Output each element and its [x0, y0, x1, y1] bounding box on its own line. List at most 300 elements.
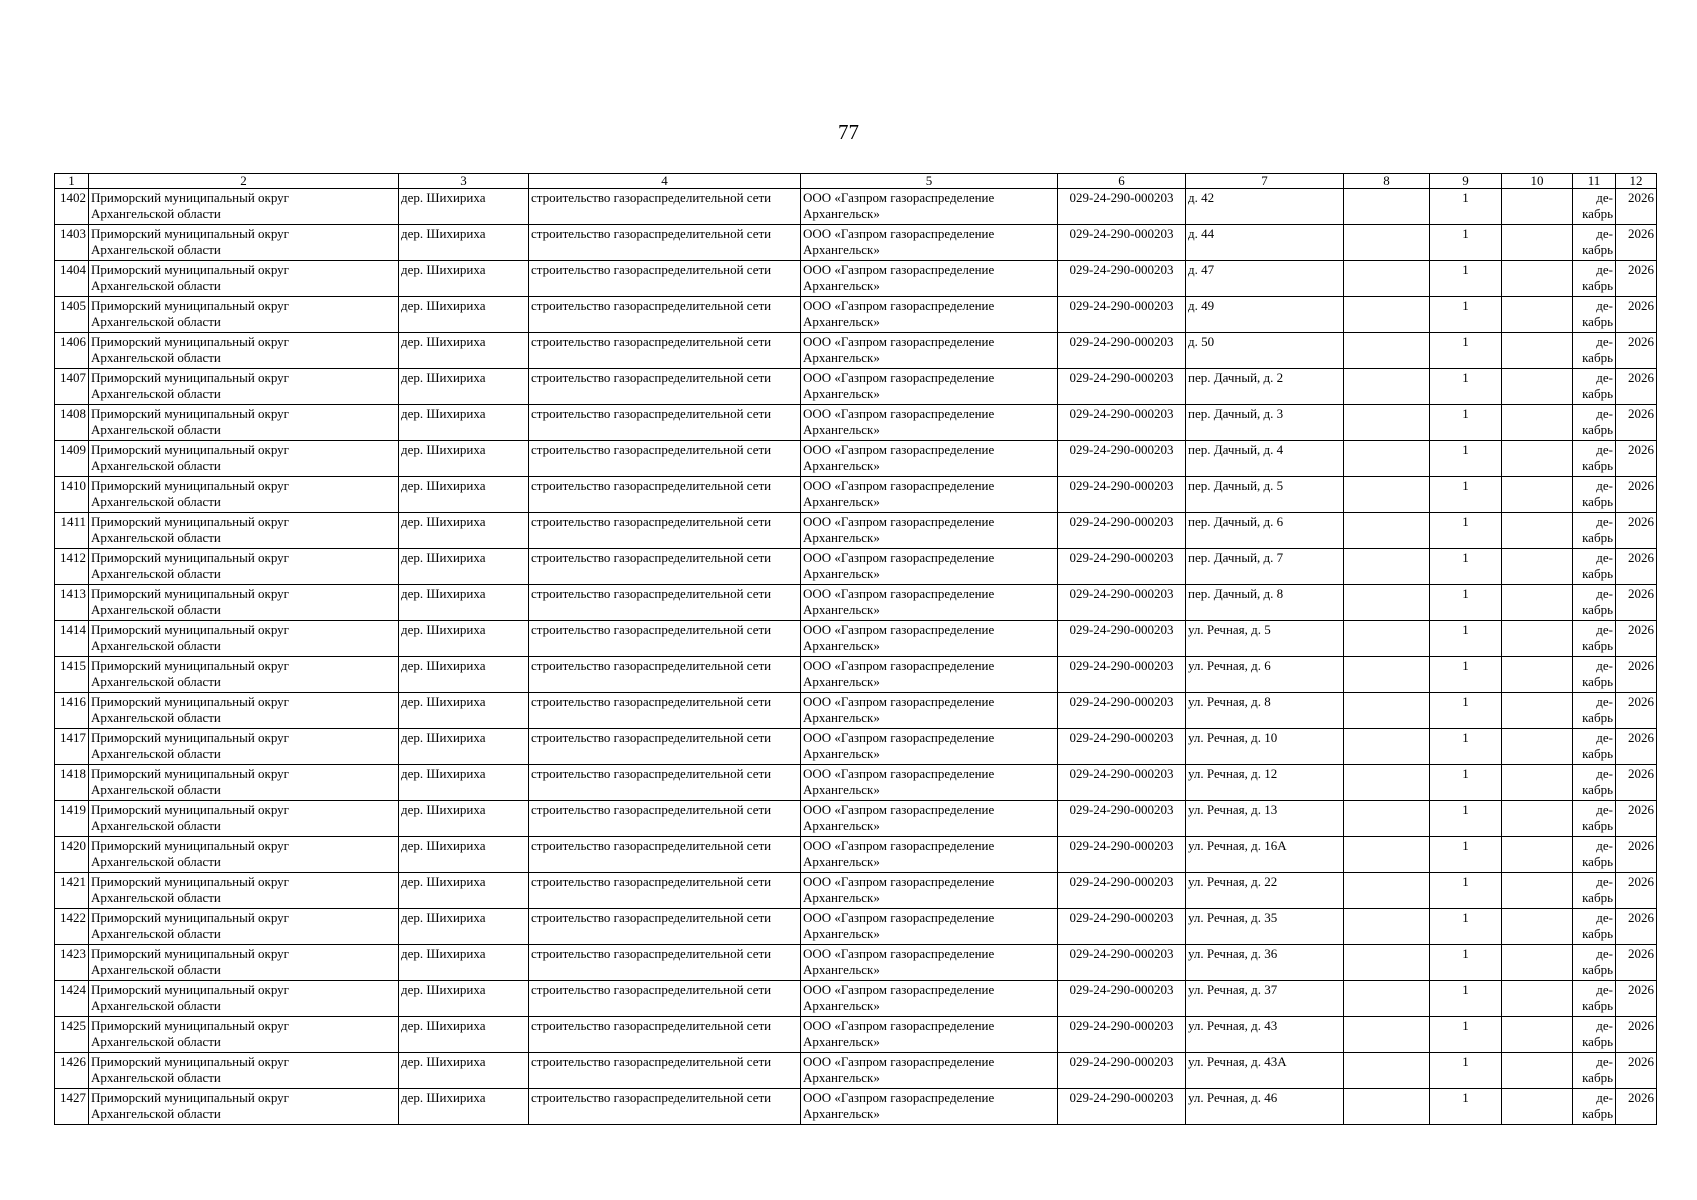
quantity-cell: 1 [1430, 261, 1502, 297]
quantity-cell: 1 [1430, 837, 1502, 873]
table-row [55, 1017, 1657, 1053]
table-row [55, 549, 1657, 585]
address-cell: пер. Дачный, д. 6 [1186, 513, 1344, 549]
address-cell: ул. Речная, д. 6 [1186, 657, 1344, 693]
table-row [55, 1053, 1657, 1089]
address-cell: ул. Речная, д. 43А [1186, 1053, 1344, 1089]
column-header: 7 [1186, 174, 1344, 189]
code-cell: 029-24-290-000203 [1058, 225, 1186, 261]
column-10-cell [1502, 405, 1573, 441]
column-8-cell [1344, 837, 1430, 873]
organization-cell: ООО «Газпром газораспределение Архангельск» [801, 765, 1058, 801]
region-cell: Приморский муниципальный округ Архангельской области [89, 513, 399, 549]
organization-cell: ООО «Газпром газораспределение Архангельск» [801, 801, 1058, 837]
address-cell: ул. Речная, д. 16А [1186, 837, 1344, 873]
month-cell: де- кабрь [1573, 657, 1616, 693]
work-type-cell: строительство газораспределительной сети [529, 549, 801, 585]
work-type-cell: строительство газораспределительной сети [529, 981, 801, 1017]
column-8-cell [1344, 801, 1430, 837]
locality-cell: дер. Шихириха [399, 945, 529, 981]
table-row [55, 765, 1657, 801]
column-header: 1 [55, 174, 89, 189]
column-10-cell [1502, 549, 1573, 585]
code-cell: 029-24-290-000203 [1058, 585, 1186, 621]
column-header: 5 [801, 174, 1058, 189]
work-type-cell: строительство газораспределительной сети [529, 657, 801, 693]
column-8-cell [1344, 657, 1430, 693]
address-cell: ул. Речная, д. 37 [1186, 981, 1344, 1017]
region-cell: Приморский муниципальный округ Архангельской области [89, 585, 399, 621]
month-cell: де- кабрь [1573, 477, 1616, 513]
region-cell: Приморский муниципальный округ Архангельской области [89, 729, 399, 765]
table-body [55, 189, 1657, 1125]
month-cell: де- кабрь [1573, 1053, 1616, 1089]
month-cell: де- кабрь [1573, 621, 1616, 657]
column-8-cell [1344, 981, 1430, 1017]
quantity-cell: 1 [1430, 873, 1502, 909]
work-type-cell: строительство газораспределительной сети [529, 1053, 801, 1089]
year-cell: 2026 [1616, 585, 1657, 621]
work-type-cell: строительство газораспределительной сети [529, 369, 801, 405]
row-number-cell: 1411 [55, 513, 89, 549]
locality-cell: дер. Шихириха [399, 873, 529, 909]
column-10-cell [1502, 261, 1573, 297]
column-header: 3 [399, 174, 529, 189]
address-cell: ул. Речная, д. 8 [1186, 693, 1344, 729]
column-8-cell [1344, 729, 1430, 765]
row-number-cell: 1422 [55, 909, 89, 945]
year-cell: 2026 [1616, 189, 1657, 225]
organization-cell: ООО «Газпром газораспределение Архангельск» [801, 909, 1058, 945]
region-cell: Приморский муниципальный округ Архангельской области [89, 837, 399, 873]
column-10-cell [1502, 297, 1573, 333]
column-10-cell [1502, 945, 1573, 981]
table-row [55, 477, 1657, 513]
locality-cell: дер. Шихириха [399, 729, 529, 765]
column-header: 9 [1430, 174, 1502, 189]
table-row [55, 297, 1657, 333]
region-cell: Приморский муниципальный округ Архангельской области [89, 873, 399, 909]
year-cell: 2026 [1616, 369, 1657, 405]
table-row [55, 333, 1657, 369]
address-cell: пер. Дачный, д. 2 [1186, 369, 1344, 405]
quantity-cell: 1 [1430, 621, 1502, 657]
locality-cell: дер. Шихириха [399, 225, 529, 261]
column-8-cell [1344, 693, 1430, 729]
year-cell: 2026 [1616, 477, 1657, 513]
column-10-cell [1502, 621, 1573, 657]
table-row [55, 513, 1657, 549]
column-8-cell [1344, 405, 1430, 441]
quantity-cell: 1 [1430, 441, 1502, 477]
organization-cell: ООО «Газпром газораспределение Архангельск» [801, 657, 1058, 693]
table-row [55, 729, 1657, 765]
month-cell: де- кабрь [1573, 1017, 1616, 1053]
organization-cell: ООО «Газпром газораспределение Архангельск» [801, 873, 1058, 909]
code-cell: 029-24-290-000203 [1058, 1089, 1186, 1125]
table-row [55, 657, 1657, 693]
address-cell: ул. Речная, д. 22 [1186, 873, 1344, 909]
locality-cell: дер. Шихириха [399, 297, 529, 333]
table-row [55, 1089, 1657, 1125]
code-cell: 029-24-290-000203 [1058, 693, 1186, 729]
work-type-cell: строительство газораспределительной сети [529, 261, 801, 297]
month-cell: де- кабрь [1573, 693, 1616, 729]
locality-cell: дер. Шихириха [399, 333, 529, 369]
code-cell: 029-24-290-000203 [1058, 1053, 1186, 1089]
organization-cell: ООО «Газпром газораспределение Архангельск» [801, 1053, 1058, 1089]
row-number-cell: 1410 [55, 477, 89, 513]
row-number-cell: 1414 [55, 621, 89, 657]
row-number-cell: 1407 [55, 369, 89, 405]
quantity-cell: 1 [1430, 945, 1502, 981]
locality-cell: дер. Шихириха [399, 441, 529, 477]
column-10-cell [1502, 477, 1573, 513]
region-cell: Приморский муниципальный округ Архангельской области [89, 261, 399, 297]
column-10-cell [1502, 801, 1573, 837]
month-cell: де- кабрь [1573, 261, 1616, 297]
work-type-cell: строительство газораспределительной сети [529, 225, 801, 261]
organization-cell: ООО «Газпром газораспределение Архангельск» [801, 549, 1058, 585]
code-cell: 029-24-290-000203 [1058, 945, 1186, 981]
locality-cell: дер. Шихириха [399, 477, 529, 513]
column-8-cell [1344, 369, 1430, 405]
row-number-cell: 1424 [55, 981, 89, 1017]
year-cell: 2026 [1616, 297, 1657, 333]
column-8-cell [1344, 621, 1430, 657]
month-cell: де- кабрь [1573, 765, 1616, 801]
address-cell: пер. Дачный, д. 3 [1186, 405, 1344, 441]
address-cell: ул. Речная, д. 35 [1186, 909, 1344, 945]
region-cell: Приморский муниципальный округ Архангельской области [89, 621, 399, 657]
year-cell: 2026 [1616, 1017, 1657, 1053]
quantity-cell: 1 [1430, 369, 1502, 405]
row-number-cell: 1420 [55, 837, 89, 873]
region-cell: Приморский муниципальный округ Архангельской области [89, 1053, 399, 1089]
column-10-cell [1502, 909, 1573, 945]
code-cell: 029-24-290-000203 [1058, 513, 1186, 549]
locality-cell: дер. Шихириха [399, 369, 529, 405]
month-cell: де- кабрь [1573, 333, 1616, 369]
column-8-cell [1344, 477, 1430, 513]
month-cell: де- кабрь [1573, 981, 1616, 1017]
table-row [55, 261, 1657, 297]
locality-cell: дер. Шихириха [399, 585, 529, 621]
quantity-cell: 1 [1430, 297, 1502, 333]
region-cell: Приморский муниципальный округ Архангельской области [89, 441, 399, 477]
locality-cell: дер. Шихириха [399, 1089, 529, 1125]
row-number-cell: 1412 [55, 549, 89, 585]
column-10-cell [1502, 513, 1573, 549]
quantity-cell: 1 [1430, 801, 1502, 837]
column-8-cell [1344, 1089, 1430, 1125]
row-number-cell: 1417 [55, 729, 89, 765]
region-cell: Приморский муниципальный округ Архангельской области [89, 225, 399, 261]
column-header: 12 [1616, 174, 1657, 189]
month-cell: де- кабрь [1573, 945, 1616, 981]
table-row [55, 225, 1657, 261]
month-cell: де- кабрь [1573, 405, 1616, 441]
organization-cell: ООО «Газпром газораспределение Архангельск» [801, 981, 1058, 1017]
year-cell: 2026 [1616, 225, 1657, 261]
table-row [55, 801, 1657, 837]
month-cell: де- кабрь [1573, 441, 1616, 477]
code-cell: 029-24-290-000203 [1058, 873, 1186, 909]
quantity-cell: 1 [1430, 657, 1502, 693]
column-8-cell [1344, 1053, 1430, 1089]
organization-cell: ООО «Газпром газораспределение Архангельск» [801, 441, 1058, 477]
year-cell: 2026 [1616, 441, 1657, 477]
address-cell: д. 44 [1186, 225, 1344, 261]
work-type-cell: строительство газораспределительной сети [529, 621, 801, 657]
row-number-cell: 1421 [55, 873, 89, 909]
column-10-cell [1502, 441, 1573, 477]
month-cell: де- кабрь [1573, 909, 1616, 945]
work-type-cell: строительство газораспределительной сети [529, 765, 801, 801]
column-header: 10 [1502, 174, 1573, 189]
header-row [55, 174, 1657, 189]
locality-cell: дер. Шихириха [399, 513, 529, 549]
organization-cell: ООО «Газпром газораспределение Архангельск» [801, 1089, 1058, 1125]
year-cell: 2026 [1616, 945, 1657, 981]
address-cell: пер. Дачный, д. 5 [1186, 477, 1344, 513]
month-cell: де- кабрь [1573, 1089, 1616, 1125]
quantity-cell: 1 [1430, 513, 1502, 549]
work-type-cell: строительство газораспределительной сети [529, 189, 801, 225]
organization-cell: ООО «Газпром газораспределение Архангельск» [801, 189, 1058, 225]
row-number-cell: 1423 [55, 945, 89, 981]
address-cell: д. 47 [1186, 261, 1344, 297]
month-cell: де- кабрь [1573, 369, 1616, 405]
month-cell: де- кабрь [1573, 225, 1616, 261]
region-cell: Приморский муниципальный округ Архангельской области [89, 765, 399, 801]
organization-cell: ООО «Газпром газораспределение Архангельск» [801, 621, 1058, 657]
column-header: 6 [1058, 174, 1186, 189]
locality-cell: дер. Шихириха [399, 981, 529, 1017]
region-cell: Приморский муниципальный округ Архангельской области [89, 909, 399, 945]
organization-cell: ООО «Газпром газораспределение Архангельск» [801, 225, 1058, 261]
month-cell: де- кабрь [1573, 801, 1616, 837]
column-10-cell [1502, 837, 1573, 873]
region-cell: Приморский муниципальный округ Архангельской области [89, 945, 399, 981]
table-row [55, 837, 1657, 873]
locality-cell: дер. Шихириха [399, 1053, 529, 1089]
organization-cell: ООО «Газпром газораспределение Архангельск» [801, 333, 1058, 369]
work-type-cell: строительство газораспределительной сети [529, 297, 801, 333]
organization-cell: ООО «Газпром газораспределение Архангельск» [801, 1017, 1058, 1053]
column-8-cell [1344, 225, 1430, 261]
year-cell: 2026 [1616, 333, 1657, 369]
quantity-cell: 1 [1430, 333, 1502, 369]
table-row [55, 981, 1657, 1017]
quantity-cell: 1 [1430, 477, 1502, 513]
year-cell: 2026 [1616, 765, 1657, 801]
address-cell: д. 49 [1186, 297, 1344, 333]
code-cell: 029-24-290-000203 [1058, 981, 1186, 1017]
region-cell: Приморский муниципальный округ Архангельской области [89, 549, 399, 585]
work-type-cell: строительство газораспределительной сети [529, 729, 801, 765]
column-8-cell [1344, 945, 1430, 981]
work-type-cell: строительство газораспределительной сети [529, 585, 801, 621]
locality-cell: дер. Шихириха [399, 765, 529, 801]
region-cell: Приморский муниципальный округ Архангельской области [89, 657, 399, 693]
work-type-cell: строительство газораспределительной сети [529, 693, 801, 729]
locality-cell: дер. Шихириха [399, 261, 529, 297]
year-cell: 2026 [1616, 261, 1657, 297]
address-cell: ул. Речная, д. 10 [1186, 729, 1344, 765]
column-8-cell [1344, 441, 1430, 477]
column-header: 4 [529, 174, 801, 189]
organization-cell: ООО «Газпром газораспределение Архангельск» [801, 837, 1058, 873]
region-cell: Приморский муниципальный округ Архангельской области [89, 693, 399, 729]
column-10-cell [1502, 1089, 1573, 1125]
row-number-cell: 1405 [55, 297, 89, 333]
locality-cell: дер. Шихириха [399, 837, 529, 873]
region-cell: Приморский муниципальный округ Архангельской области [89, 189, 399, 225]
column-10-cell [1502, 585, 1573, 621]
locality-cell: дер. Шихириха [399, 1017, 529, 1053]
year-cell: 2026 [1616, 1053, 1657, 1089]
work-type-cell: строительство газораспределительной сети [529, 909, 801, 945]
row-number-cell: 1409 [55, 441, 89, 477]
row-number-cell: 1413 [55, 585, 89, 621]
organization-cell: ООО «Газпром газораспределение Архангельск» [801, 945, 1058, 981]
row-number-cell: 1403 [55, 225, 89, 261]
address-cell: пер. Дачный, д. 7 [1186, 549, 1344, 585]
column-10-cell [1502, 1053, 1573, 1089]
organization-cell: ООО «Газпром газораспределение Архангельск» [801, 585, 1058, 621]
month-cell: де- кабрь [1573, 297, 1616, 333]
region-cell: Приморский муниципальный округ Архангельской области [89, 333, 399, 369]
code-cell: 029-24-290-000203 [1058, 729, 1186, 765]
table-row [55, 621, 1657, 657]
column-10-cell [1502, 765, 1573, 801]
locality-cell: дер. Шихириха [399, 621, 529, 657]
code-cell: 029-24-290-000203 [1058, 333, 1186, 369]
address-cell: ул. Речная, д. 46 [1186, 1089, 1344, 1125]
code-cell: 029-24-290-000203 [1058, 549, 1186, 585]
column-8-cell [1344, 333, 1430, 369]
column-8-cell [1344, 261, 1430, 297]
code-cell: 029-24-290-000203 [1058, 369, 1186, 405]
table-row [55, 909, 1657, 945]
locality-cell: дер. Шихириха [399, 189, 529, 225]
column-8-cell [1344, 909, 1430, 945]
work-type-cell: строительство газораспределительной сети [529, 1089, 801, 1125]
quantity-cell: 1 [1430, 585, 1502, 621]
column-10-cell [1502, 657, 1573, 693]
organization-cell: ООО «Газпром газораспределение Архангельск» [801, 405, 1058, 441]
code-cell: 029-24-290-000203 [1058, 261, 1186, 297]
code-cell: 029-24-290-000203 [1058, 765, 1186, 801]
quantity-cell: 1 [1430, 405, 1502, 441]
row-number-cell: 1416 [55, 693, 89, 729]
month-cell: де- кабрь [1573, 873, 1616, 909]
row-number-cell: 1427 [55, 1089, 89, 1125]
region-cell: Приморский муниципальный округ Архангельской области [89, 477, 399, 513]
column-10-cell [1502, 225, 1573, 261]
quantity-cell: 1 [1430, 765, 1502, 801]
column-header: 8 [1344, 174, 1430, 189]
column-8-cell [1344, 513, 1430, 549]
quantity-cell: 1 [1430, 909, 1502, 945]
code-cell: 029-24-290-000203 [1058, 441, 1186, 477]
address-cell: д. 42 [1186, 189, 1344, 225]
work-type-cell: строительство газораспределительной сети [529, 873, 801, 909]
month-cell: де- кабрь [1573, 837, 1616, 873]
column-10-cell [1502, 729, 1573, 765]
month-cell: де- кабрь [1573, 189, 1616, 225]
year-cell: 2026 [1616, 837, 1657, 873]
work-type-cell: строительство газораспределительной сети [529, 405, 801, 441]
table-row [55, 693, 1657, 729]
column-10-cell [1502, 369, 1573, 405]
organization-cell: ООО «Газпром газораспределение Архангельск» [801, 513, 1058, 549]
address-cell: ул. Речная, д. 43 [1186, 1017, 1344, 1053]
row-number-cell: 1425 [55, 1017, 89, 1053]
organization-cell: ООО «Газпром газораспределение Архангельск» [801, 369, 1058, 405]
region-cell: Приморский муниципальный округ Архангельской области [89, 297, 399, 333]
year-cell: 2026 [1616, 621, 1657, 657]
row-number-cell: 1419 [55, 801, 89, 837]
column-8-cell [1344, 1017, 1430, 1053]
page-number: 77 [838, 120, 859, 144]
work-type-cell: строительство газораспределительной сети [529, 1017, 801, 1053]
column-8-cell [1344, 549, 1430, 585]
row-number-cell: 1408 [55, 405, 89, 441]
organization-cell: ООО «Газпром газораспределение Архангельск» [801, 477, 1058, 513]
year-cell: 2026 [1616, 873, 1657, 909]
data-table [54, 173, 1657, 1125]
address-cell: ул. Речная, д. 36 [1186, 945, 1344, 981]
quantity-cell: 1 [1430, 1089, 1502, 1125]
table-row [55, 405, 1657, 441]
row-number-cell: 1406 [55, 333, 89, 369]
work-type-cell: строительство газораспределительной сети [529, 441, 801, 477]
month-cell: де- кабрь [1573, 585, 1616, 621]
month-cell: де- кабрь [1573, 549, 1616, 585]
table-row [55, 585, 1657, 621]
year-cell: 2026 [1616, 909, 1657, 945]
region-cell: Приморский муниципальный округ Архангельской области [89, 1017, 399, 1053]
year-cell: 2026 [1616, 657, 1657, 693]
code-cell: 029-24-290-000203 [1058, 405, 1186, 441]
column-10-cell [1502, 873, 1573, 909]
column-10-cell [1502, 1017, 1573, 1053]
work-type-cell: строительство газораспределительной сети [529, 801, 801, 837]
column-8-cell [1344, 585, 1430, 621]
region-cell: Приморский муниципальный округ Архангельской области [89, 801, 399, 837]
row-number-cell: 1404 [55, 261, 89, 297]
quantity-cell: 1 [1430, 1017, 1502, 1053]
quantity-cell: 1 [1430, 1053, 1502, 1089]
row-number-cell: 1402 [55, 189, 89, 225]
work-type-cell: строительство газораспределительной сети [529, 837, 801, 873]
quantity-cell: 1 [1430, 729, 1502, 765]
month-cell: де- кабрь [1573, 729, 1616, 765]
year-cell: 2026 [1616, 729, 1657, 765]
year-cell: 2026 [1616, 513, 1657, 549]
locality-cell: дер. Шихириха [399, 801, 529, 837]
code-cell: 029-24-290-000203 [1058, 297, 1186, 333]
code-cell: 029-24-290-000203 [1058, 909, 1186, 945]
locality-cell: дер. Шихириха [399, 909, 529, 945]
address-cell: пер. Дачный, д. 8 [1186, 585, 1344, 621]
column-10-cell [1502, 189, 1573, 225]
table-row [55, 441, 1657, 477]
column-8-cell [1344, 189, 1430, 225]
column-header: 11 [1573, 174, 1616, 189]
